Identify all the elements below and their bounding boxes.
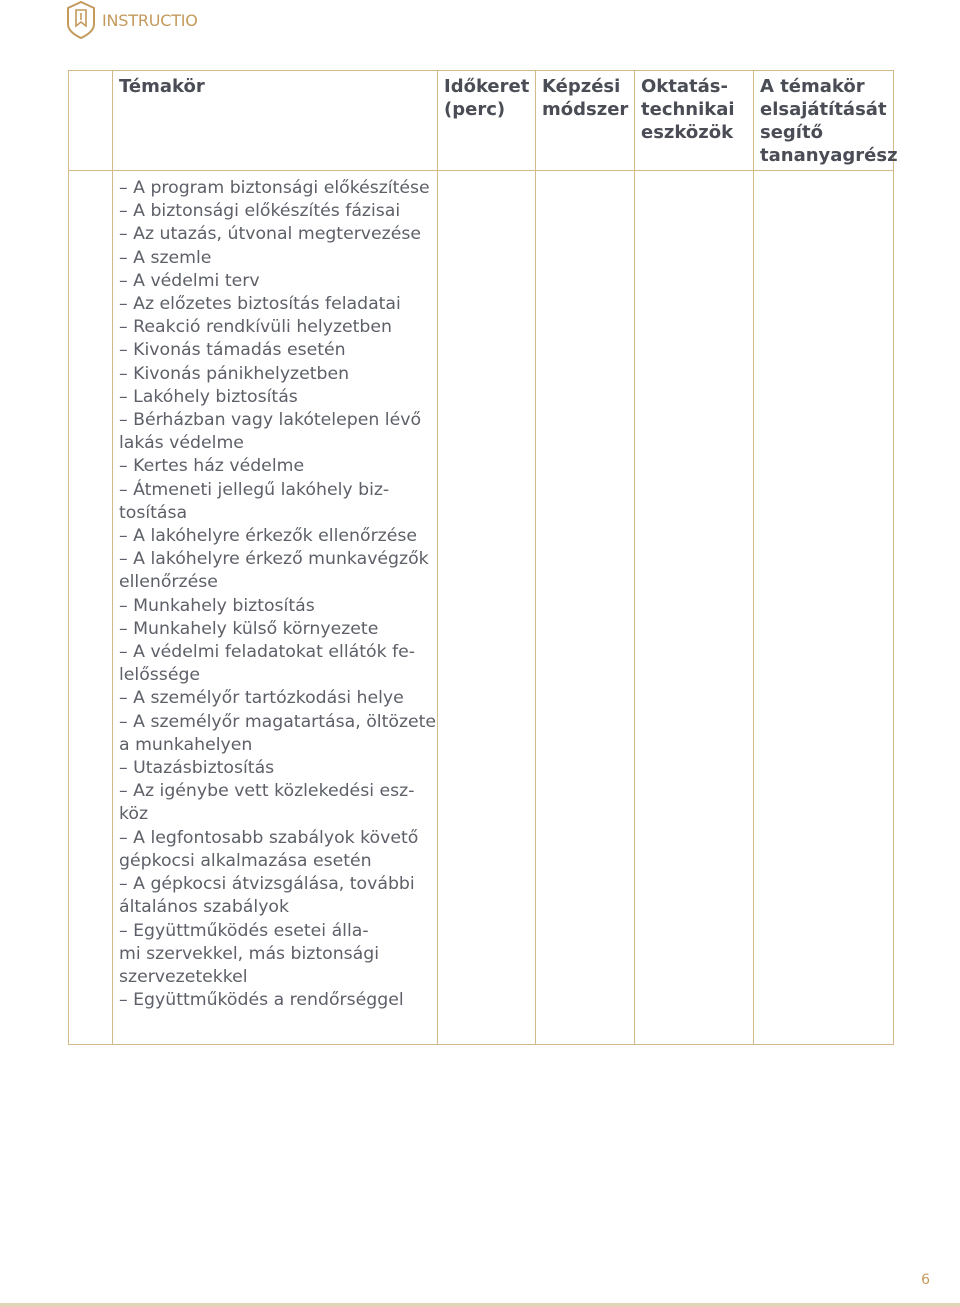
topic-line: a munkahelyen [119,734,253,755]
topic-line: szervezetekkel [119,966,248,987]
topic-line: tosítása [119,502,188,523]
topic-line: – A biztonsági előkészítés fázisai [119,201,401,222]
topic-line: – A lakóhelyre érkező munkavégzők [119,549,429,570]
idokeret-cell [438,171,536,1045]
topic-line: – Az igénybe vett közlekedési esz- [119,781,415,802]
curriculum-table [68,70,898,1045]
topic-line: – Lakóhely biztosítás [119,386,298,407]
topic-line: – Munkahely biztosítás [119,595,315,616]
topic-line: – Az utazás, útvonal megtervezése [119,224,421,245]
blank-header-cell [69,71,113,171]
table-row [69,171,894,1045]
header-oktatastechnikai-eszkozok: Oktatás- technikai eszközök [635,71,754,171]
blank-cell [69,171,113,1045]
oktatastechnikai-eszkozok-cell [635,171,754,1045]
shield-bookmark-logo-icon [66,1,96,39]
topic-line: – A program biztonsági előkészítése [119,178,430,198]
header-kepzesi-modszer: Képzési módszer [536,71,635,171]
topics-cell [113,171,438,1045]
topic-line: – A védelmi terv [119,270,260,291]
topic-line: – A védelmi feladatokat ellátók fe- [119,642,416,663]
topic-line: – Munkahely külső környezete [119,618,379,639]
brand-name: INSTRUCTIO [102,10,198,30]
footer-band [0,1303,960,1307]
header-temakor: Témakör [113,71,438,171]
topic-line: gépkocsi alkalmazása esetén [119,850,372,871]
topic-line: – Reakció rendkívüli helyzetben [119,317,392,338]
topic-line: – A gépkocsi átvizsgálása, további [119,874,415,895]
topic-line: – A legfontosabb szabályok követő [119,827,419,848]
topic-line: – Kivonás pánikhelyzetben [119,363,350,384]
brand-logo [66,0,198,40]
topic-line: lelőssége [119,665,201,686]
topic-line: – A személyőr magatartása, öltözete [119,711,437,732]
topic-line: köz [119,804,149,825]
header-tananyagresz: A témakör elsajátítását segítő tananyagrész [754,71,894,171]
topic-line: – Kertes ház védelme [119,456,305,477]
topic-line: mi szervekkel, más biztonsági [119,943,380,964]
topic-line: ellenőrzése [119,572,218,593]
topic-line: – Együttműködés a rendőrséggel [119,990,404,1011]
topic-line: – Átmeneti jellegű lakóhely biz- [119,479,390,500]
tananyagresz-cell [754,171,894,1045]
topic-line: – A szemle [119,247,212,268]
header-idokeret: Időkeret (perc) [438,71,536,171]
topic-line: – Utazásbiztosítás [119,758,275,779]
topic-line: – Az előzetes biztosítás feladatai [119,294,401,315]
topic-line: – A személyőr tartózkodási helye [119,688,404,709]
topic-line: – Bérházban vagy lakótelepen lévő [119,410,422,431]
topic-line: – A lakóhelyre érkezők ellenőrzése [119,526,418,547]
topic-line: – Kivonás támadás esetén [119,340,346,361]
topic-line: általános szabályok [119,897,290,918]
page-number: 6 [921,1272,930,1288]
kepzesi-modszer-cell [536,171,635,1045]
table-header-row [69,71,894,171]
topic-line: – Együttműködés esetei álla- [119,920,369,941]
topic-line: lakás védelme [119,433,244,454]
